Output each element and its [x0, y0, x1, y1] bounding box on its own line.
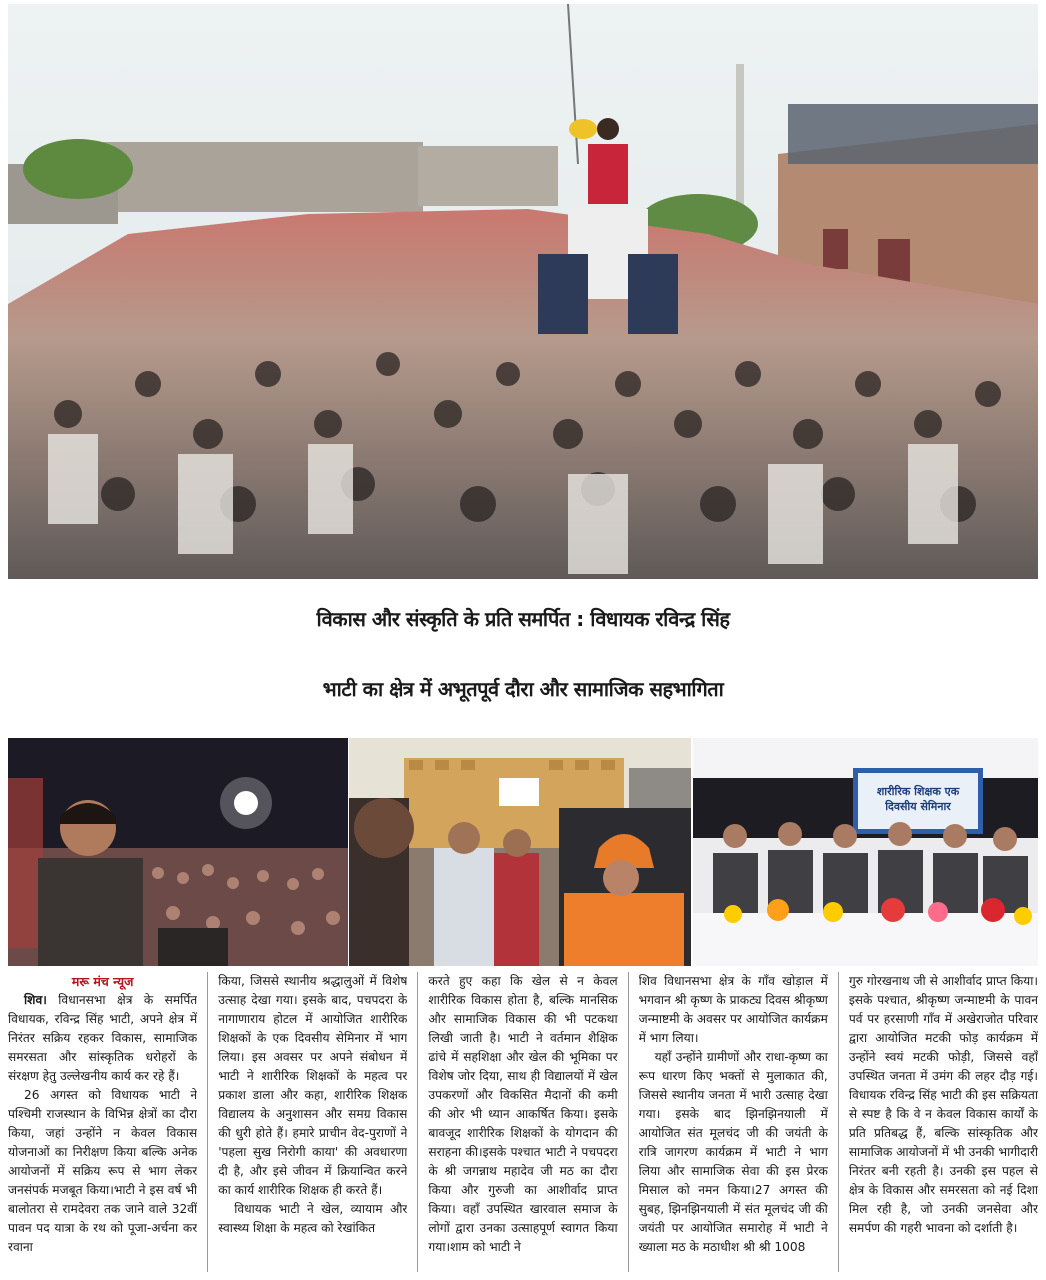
hero-photo: [8, 4, 1038, 579]
headline-line-2: भाटी का क्षेत्र में अभूतपूर्व दौरा और सामाजिक सहभागिता: [322, 677, 724, 701]
article-column-2: [218, 972, 407, 1272]
hero-crowd-illustration: [8, 4, 1038, 579]
seminar-banner-line-2: दिवसीय सेमिनार: [885, 800, 951, 813]
article-column-4: [639, 972, 828, 1272]
seminar-illustration: [693, 738, 1038, 966]
paragraph: शिव विधानसभा क्षेत्र के गाँव खोड़ाल में भगवान श्री कृष्ण के प्राकट्य दिवस श्रीकृष्ण जन्माष्टमी के अवसर पर आयोजित कार्यक्रम में भाग लिया।: [638, 974, 828, 1045]
photo-seminar: [693, 738, 1038, 966]
paragraph: किया, जिससे स्थानीय श्रद्धालुओं में विशेष उत्साह देखा गया। इसके बाद, पचपदरा के नागाणाराय होटल में आयोजित शारीरिक शिक्षकों के एक दिवसीय सेमिनार में भाग लिया। इस अवसर पर अपने संबोधन में भाटी ने शारीरिक शिक्षकों के महत्व पर प्रकाश डाला और कहा, शारीरिक शिक्षक विद्यालय के अनुशासन और समग्र विकास की धुरी होते हैं। हमारे प्राचीन वेद-पुराणों ने 'पहला सुख निरोगी काया' की अवधारणा दी है, और इसे जीवन में क्रियान्वित करने का कार्य शारीरिक शिक्षक ही करते हैं।: [218, 974, 408, 1197]
temple-visit-illustration: [349, 738, 691, 966]
seminar-banner-line-1: शारीरिक शिक्षक एक: [876, 785, 960, 798]
headline: [0, 584, 1046, 730]
paragraph: विधायक भाटी ने खेल, व्यायाम और स्वास्थ्य शिक्षा के महत्व को रेखांकित: [218, 1202, 408, 1235]
paragraph: यहाँ उन्होंने ग्रामीणों और राधा-कृष्ण का रूप धारण किए भक्तों से मुलाकात की, जिससे स्थानीय जनता में भारी उत्साह देखा गया। इसके बाद झिनझिनयाली में आयोजित संत मूलचंद जी की जयंती के रात्रि जागरण कार्यक्रम में भाटी ने भाग लिया और सामाजिक सेवा की इस प्रेरक मिसाल को नमन किया।27 अगस्त की सुबह, झिनझिनयाली में संत मूलचंद जी की जयंती पर आयोजित समारोह में भाटी ने ख्याला मठ के मठाधीश श्री श्री 1008: [638, 1050, 828, 1254]
article-body: [8, 972, 1038, 1272]
photo-night-speech: [8, 738, 348, 966]
column-divider: [838, 972, 839, 1272]
night-event-illustration: [8, 738, 348, 966]
headline-line-1: विकास और संस्कृति के प्रति समर्पित : विधायक रविन्द्र सिंह: [316, 607, 730, 631]
byline: मरू मंच न्यूज: [71, 974, 134, 989]
article-column-1: [8, 972, 197, 1272]
article-column-3: [428, 972, 617, 1272]
paragraph: करते हुए कहा कि खेल से न केवल शारीरिक विकास होता है, बल्कि मानसिक और सामाजिक विकास की भी पटकथा लिखी जाती है। भाटी ने वर्तमान शैक्षिक ढांचे में सहशिक्षा और खेल की भूमिका पर विशेष जोर दिया, साथ ही विद्यालयों में खेल उपकरणों और विकसित मैदानों की कमी की ओर भी ध्यान आकर्षित किया। इसके बावजूद शारीरिक शिक्षकों के योगदान की सराहना की।इसके पश्चात भाटी ने पचपदरा के श्री जगन्नाथ महादेव जी मठ का दौरा किया और गुरुजी का आशीर्वाद प्राप्त किया। वहाँ उपस्थित खारवाल समाज के लोगों द्वारा उनका उत्साहपूर्ण स्वागत किया गया।शाम को भाटी ने: [428, 974, 618, 1254]
column-divider: [207, 972, 208, 1272]
column-divider: [417, 972, 418, 1272]
article-column-5: [849, 972, 1038, 1272]
dateline: शिव।: [24, 993, 47, 1007]
seminar-banner: [859, 774, 977, 828]
paragraph: गुरु गोरखनाथ जी से आशीर्वाद प्राप्त किया। इसके पश्चात, श्रीकृष्ण जन्माष्टमी के पावन पर्व पर हरसाणी गाँव में अखेराजोत परिवार द्वारा आयोजित मटकी फोड़ कार्यक्रम में उन्होंने स्वयं मटकी फोड़ी, जिससे वहाँ उपस्थित जनता में उमंग की लहर दौड़ गई।विधायक रविन्द्र सिंह भाटी की इस सक्रियता से स्पष्ट है कि वे न केवल विकास कार्यों के प्रति प्रतिबद्ध हैं, बल्कि सांस्कृतिक और सामाजिक आयोजनों में भी उनकी भागीदारी निरंतर बनी रहती है। उनकी इस पहल से क्षेत्र के विकास और समरसता को नई दिशा मिल रही है, जो उनकी जनसेवा और समर्पण की गहरी भावना को दर्शाती है।: [848, 974, 1039, 1235]
photo-temple-visit: [349, 738, 691, 966]
column-divider: [628, 972, 629, 1272]
paragraph: विधानसभा क्षेत्र के समर्पित विधायक, रविन्द्र सिंह भाटी, अपने क्षेत्र में निरंतर सक्रिय रहकर विकास, सामाजिक समरसता और सांस्कृतिक धरोहरों के संरक्षण हेतु उल्लेखनीय कार्य कर रहे हैं।: [8, 993, 198, 1083]
paragraph: 26 अगस्त को विधायक भाटी ने पश्चिमी राजस्थान के विभिन्न क्षेत्रों का दौरा किया, जहां उन्होंने न केवल विकास योजनाओं का निरीक्षण किया बल्कि अनेक आयोजनों में सक्रिय रूप से भाग लेकर जनसंपर्क मजबूत किया।भाटी ने इस वर्ष भी बालोतरा से रामदेवरा तक जाने वाले 32वीं पावन पद यात्रा के रथ को पूजा-अर्चना कर रवाना: [8, 1088, 198, 1254]
